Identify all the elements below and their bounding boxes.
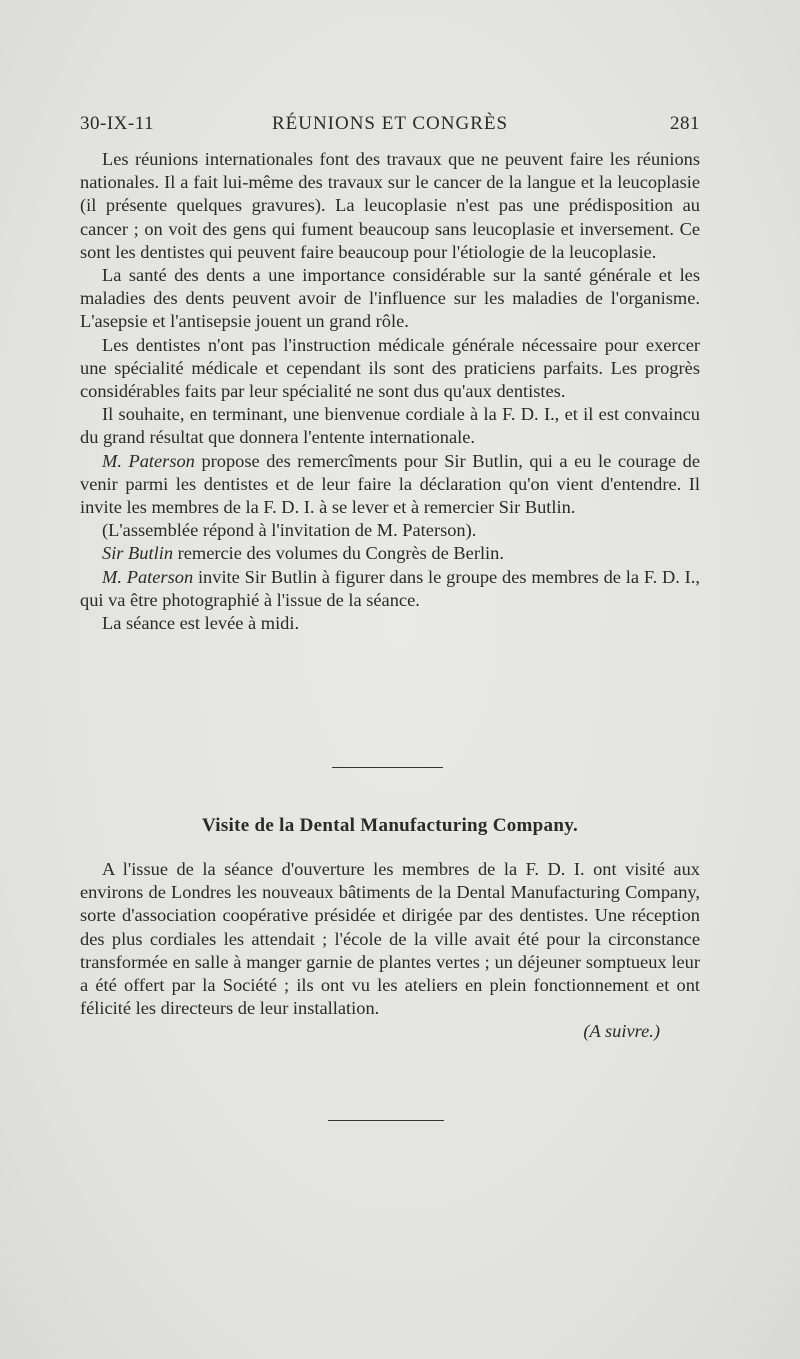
paragraph: Sir Butlin remercie des volumes du Congrès de Berlin. (102, 543, 504, 564)
paragraph: Les réunions internationales font des travaux que ne peuvent faire les réunions nationales. Il a fait lui-même des travaux sur le cancer de la langue et la leucoplasie (il présente quelques gravures). La leucoplasie n'est pas une prédisposition au cancer ; on voit des gens qui fument beaucoup sans leucoplasie et inversement. Ce sont les dentistes qui peuvent faire beaucoup pour l'étiologie de la leucoplasie. (80, 149, 700, 262)
continued-note: (A suivre.) (583, 1021, 660, 1042)
section-text (80, 858, 700, 1044)
paragraph: M. Paterson propose des remercîments pour Sir Butlin, qui a eu le courage de venir parmi les dentistes et de leur faire la déclaration qu'on vient d'entendre. Il invite les membres de la F. D. I. à se lever et à remercier Sir Butlin. (80, 450, 700, 518)
section-title: Visite de la Dental Manufacturing Company. (201, 815, 579, 836)
paragraph: (L'assemblée répond à l'invitation de M. Paterson). (102, 520, 477, 541)
paragraph: Il souhaite, en terminant, une bienvenue cordiale à la F. D. I., et il est convaincu du grand résultat que donnera l'entente internationale. (80, 404, 700, 448)
paragraph: A l'issue de la séance d'ouverture les membres de la F. D. I. ont visité aux environs de Londres les nouveaux bâtiments de la Dental Manufacturing Company, sorte d'association coopérative présidée et dirigée par des dentistes. Une réception des plus cordiales les attendait ; l'école de la ville avait été pour la circonstance transformée en salle à manger garnie de plantes vertes ; un déjeuner somptueux leur a été offert par la Société ; ils ont vu les ateliers en plein fonctionnement et ont félicité les directeurs de leur installation. (80, 859, 700, 1019)
end-divider (328, 1120, 444, 1121)
page-number: 281 (670, 113, 700, 134)
minutes-text (80, 148, 700, 635)
speaker-name: Sir Butlin (102, 543, 174, 564)
paragraph: La séance est levée à midi. (102, 613, 300, 634)
header-title: RÉUNIONS ET CONGRÈS (271, 113, 509, 134)
paragraph: M. Paterson invite Sir Butlin à figurer dans le groupe des membres de la F. D. I., qui va être photographié à l'issue de la séance. (80, 566, 700, 610)
running-header (80, 113, 700, 139)
section-divider (332, 767, 443, 768)
paragraph: Les dentistes n'ont pas l'instruction médicale générale nécessaire pour exercer une spécialité médicale et cependant ils sont des praticiens parfaits. Les progrès considérables faits par leur spécialité ne sont dus qu'aux dentistes. (80, 334, 700, 402)
speaker-name: M. Paterson (102, 450, 195, 471)
paragraph: La santé des dents a une importance considérable sur la santé générale et les maladies des dents peuvent avoir de l'influence sur les maladies de l'organisme. L'asepsie et l'antisepsie jouent un grand rôle. (80, 265, 700, 332)
header-date: 30-IX-11 (80, 113, 154, 134)
speaker-name: M. Paterson (102, 566, 194, 587)
